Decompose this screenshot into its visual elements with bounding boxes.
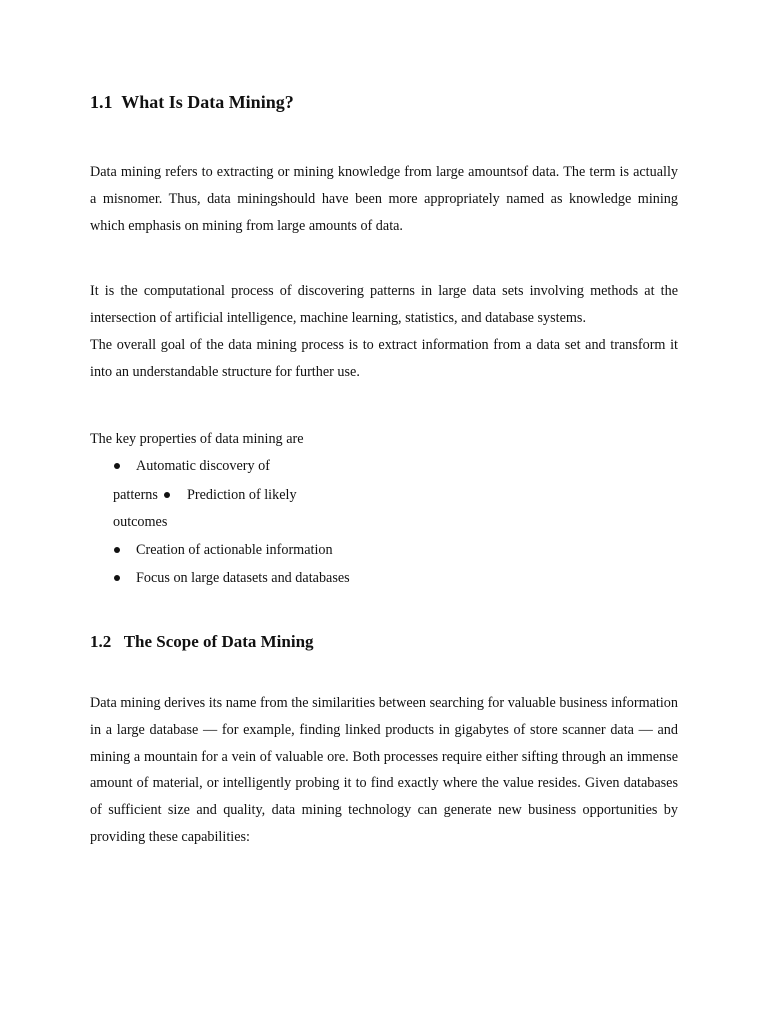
- section-1-heading: [90, 91, 294, 113]
- section-1-paragraph-1: Data mining refers to extracting or mining knowledge from large amountsof data. The term is actually a misnomer. Thus, data miningshould have been more appropriately named as knowledge mining which emphasis on mining from large amounts of data.: [90, 164, 678, 234]
- bullet-icon: [164, 492, 170, 498]
- bullet-icon: [114, 463, 120, 469]
- bullet-icon: [114, 547, 120, 553]
- property-item-2-line-2: outcomes: [113, 514, 168, 530]
- property-item-3: Creation of actionable information: [136, 542, 333, 558]
- section-2-heading: [90, 631, 314, 653]
- section-1-number: 1.1: [90, 92, 113, 112]
- section-2-paragraph-1: Data mining derives its name from the similarities between searching for valuable business information in a large database — for example, finding linked products in gigabytes of store scanner data — and mining a mountain for a vein of valuable ore. Both processes require either sifting through an immense amount of material, or intelligently probing it to find exactly where the value resides. Given databases of sufficient size and quality, data mining technology can generate new business opportunities by providing these capabilities:: [90, 695, 678, 845]
- section-1-paragraph-2: It is the computational process of discovering patterns in large data sets involving methods at the intersection of artificial intelligence, machine learning, statistics, and database systems.: [90, 283, 678, 326]
- property-item-2-line-1: Prediction of likely: [187, 487, 297, 503]
- section-1-paragraph-3: The overall goal of the data mining process is to extract information from a data set and transform it into an understandable structure for further use.: [90, 337, 678, 380]
- property-item-4: Focus on large datasets and databases: [136, 570, 350, 586]
- bullet-icon: [114, 575, 120, 581]
- section-2-number: 1.2: [90, 632, 112, 651]
- section-1-title: What Is Data Mining?: [121, 92, 294, 112]
- property-item-1-line-1: Automatic discovery of: [136, 458, 270, 474]
- properties-intro: The key properties of data mining are: [90, 431, 304, 447]
- section-2-title: The Scope of Data Mining: [123, 632, 314, 651]
- property-item-1-line-2: patterns: [113, 487, 158, 503]
